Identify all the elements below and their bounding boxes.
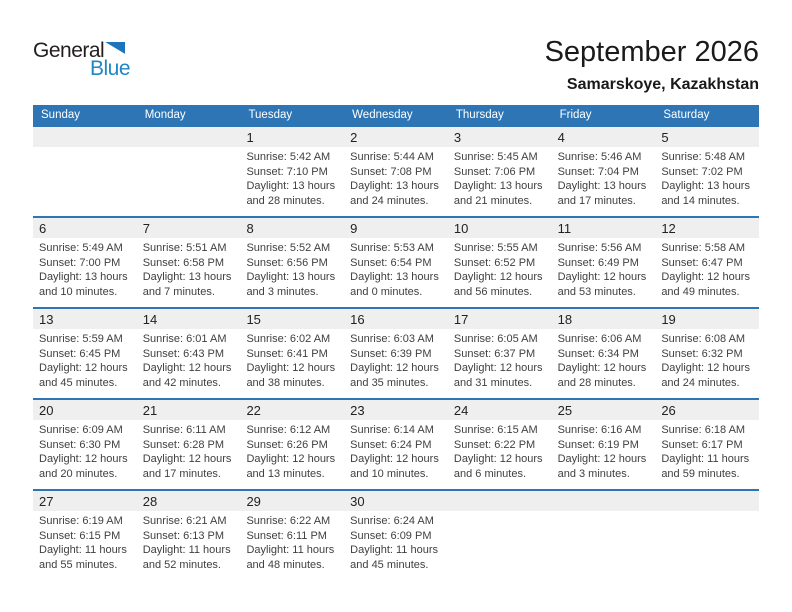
sunset-text: Sunset: 6:22 PM xyxy=(453,438,536,451)
day-number: 24 xyxy=(448,400,552,420)
day-cell-13 xyxy=(33,309,137,398)
day-number: 9 xyxy=(344,218,448,238)
day-number: 28 xyxy=(137,491,241,511)
sunset-text: Sunset: 7:02 PM xyxy=(661,165,743,178)
sunset-text: Sunset: 7:10 PM xyxy=(246,165,328,178)
daylight-text: Daylight: 13 hours and 3 minutes. xyxy=(246,271,336,298)
sunset-text: Sunset: 6:28 PM xyxy=(142,438,225,451)
week-row-3 xyxy=(33,307,759,398)
daylight-text: Daylight: 12 hours and 56 minutes. xyxy=(453,271,543,298)
daylight-text: Daylight: 12 hours and 20 minutes. xyxy=(39,453,128,480)
daylight-text: Daylight: 12 hours and 10 minutes. xyxy=(350,453,439,480)
sunrise-text: Sunrise: 6:19 AM xyxy=(39,515,123,527)
daylight-text: Daylight: 13 hours and 28 minutes. xyxy=(246,180,336,207)
sunrise-text: Sunrise: 6:15 AM xyxy=(453,424,538,436)
empty-day-cell xyxy=(137,127,241,216)
daylight-text: Daylight: 12 hours and 31 minutes. xyxy=(453,362,543,389)
sunset-text: Sunset: 7:08 PM xyxy=(350,165,432,178)
sunset-text: Sunset: 6:47 PM xyxy=(661,256,743,269)
weekday-friday: Friday xyxy=(559,109,592,121)
sunrise-text: Sunrise: 5:42 AM xyxy=(246,151,331,163)
sunset-text: Sunset: 6:30 PM xyxy=(39,438,121,451)
sunrise-text: Sunrise: 6:09 AM xyxy=(39,424,123,436)
logo-text-general: General xyxy=(33,39,105,62)
daylight-text: Daylight: 13 hours and 24 minutes. xyxy=(350,180,439,207)
day-cell-5 xyxy=(655,127,759,216)
sunrise-text: Sunrise: 5:44 AM xyxy=(350,151,434,163)
day-cell-9 xyxy=(344,218,448,307)
daylight-text: Daylight: 11 hours and 52 minutes. xyxy=(142,544,231,571)
weekday-sunday: Sunday xyxy=(41,109,81,121)
day-number xyxy=(448,491,552,511)
daylight-text: Daylight: 13 hours and 21 minutes. xyxy=(453,180,543,207)
sunset-text: Sunset: 6:45 PM xyxy=(39,347,121,360)
sunrise-text: Sunrise: 6:01 AM xyxy=(142,333,227,345)
weekday-header-row xyxy=(33,105,759,125)
week-row-5 xyxy=(33,489,759,580)
day-cell-21 xyxy=(137,400,241,489)
sunrise-text: Sunrise: 6:16 AM xyxy=(557,424,642,436)
daylight-text: Daylight: 12 hours and 6 minutes. xyxy=(453,453,543,480)
sunrise-text: Sunrise: 6:22 AM xyxy=(246,515,331,527)
day-cell-22 xyxy=(240,400,344,489)
day-cell-17 xyxy=(448,309,552,398)
sunrise-text: Sunrise: 5:59 AM xyxy=(39,333,123,345)
day-number: 18 xyxy=(552,309,656,329)
sunrise-text: Sunrise: 5:53 AM xyxy=(350,242,434,254)
sunrise-text: Sunrise: 6:05 AM xyxy=(453,333,538,345)
week-row-4 xyxy=(33,398,759,489)
weekday-thursday: Thursday xyxy=(455,109,504,121)
sunrise-text: Sunrise: 5:51 AM xyxy=(142,242,227,254)
sunrise-text: Sunrise: 6:08 AM xyxy=(661,333,746,345)
daylight-text: Daylight: 12 hours and 13 minutes. xyxy=(246,453,336,480)
sunset-text: Sunset: 6:26 PM xyxy=(246,438,328,451)
sunrise-text: Sunrise: 6:24 AM xyxy=(350,515,434,527)
sunset-text: Sunset: 6:34 PM xyxy=(557,347,639,360)
day-number xyxy=(137,127,241,147)
empty-day-cell xyxy=(655,491,759,580)
day-cell-1 xyxy=(240,127,344,216)
week-row-2 xyxy=(33,216,759,307)
sunset-text: Sunset: 6:43 PM xyxy=(142,347,225,360)
day-number: 23 xyxy=(344,400,448,420)
sunset-text: Sunset: 6:58 PM xyxy=(142,256,225,269)
day-cell-28 xyxy=(137,491,241,580)
day-number xyxy=(552,491,656,511)
day-number: 21 xyxy=(137,400,241,420)
day-number: 5 xyxy=(655,127,759,147)
sunrise-text: Sunrise: 6:18 AM xyxy=(661,424,746,436)
day-number: 30 xyxy=(344,491,448,511)
calendar-table xyxy=(33,105,759,580)
day-cell-16 xyxy=(344,309,448,398)
day-number xyxy=(655,491,759,511)
sunrise-text: Sunrise: 6:11 AM xyxy=(142,424,226,436)
day-number: 29 xyxy=(240,491,344,511)
day-number: 1 xyxy=(240,127,344,147)
daylight-text: Daylight: 13 hours and 7 minutes. xyxy=(142,271,232,298)
daylight-text: Daylight: 12 hours and 28 minutes. xyxy=(557,362,647,389)
sunset-text: Sunset: 6:54 PM xyxy=(350,256,432,269)
daylight-text: Daylight: 12 hours and 17 minutes. xyxy=(142,453,232,480)
day-number: 14 xyxy=(137,309,241,329)
sunset-text: Sunset: 7:04 PM xyxy=(557,165,639,178)
day-number: 27 xyxy=(33,491,137,511)
sunset-text: Sunset: 7:06 PM xyxy=(453,165,536,178)
day-cell-7 xyxy=(137,218,241,307)
day-number: 22 xyxy=(240,400,344,420)
daylight-text: Daylight: 12 hours and 38 minutes. xyxy=(246,362,336,389)
sunset-text: Sunset: 6:19 PM xyxy=(557,438,639,451)
daylight-text: Daylight: 12 hours and 45 minutes. xyxy=(39,362,128,389)
day-number: 8 xyxy=(240,218,344,238)
day-number: 12 xyxy=(655,218,759,238)
day-cell-3 xyxy=(448,127,552,216)
day-number: 15 xyxy=(240,309,344,329)
day-number: 17 xyxy=(448,309,552,329)
daylight-text: Daylight: 12 hours and 42 minutes. xyxy=(142,362,232,389)
day-cell-19 xyxy=(655,309,759,398)
sunset-text: Sunset: 6:13 PM xyxy=(142,529,225,542)
sunset-text: Sunset: 6:09 PM xyxy=(350,529,432,542)
day-number: 11 xyxy=(552,218,656,238)
day-cell-25 xyxy=(552,400,656,489)
day-cell-29 xyxy=(240,491,344,580)
sunset-text: Sunset: 6:39 PM xyxy=(350,347,432,360)
sunrise-text: Sunrise: 5:56 AM xyxy=(557,242,642,254)
day-number: 3 xyxy=(448,127,552,147)
daylight-text: Daylight: 12 hours and 24 minutes. xyxy=(661,362,750,389)
daylight-text: Daylight: 13 hours and 0 minutes. xyxy=(350,271,439,298)
sunrise-text: Sunrise: 5:58 AM xyxy=(661,242,746,254)
daylight-text: Daylight: 13 hours and 10 minutes. xyxy=(39,271,128,298)
day-cell-30 xyxy=(344,491,448,580)
sunset-text: Sunset: 6:37 PM xyxy=(453,347,536,360)
day-number: 4 xyxy=(552,127,656,147)
day-cell-18 xyxy=(552,309,656,398)
day-cell-20 xyxy=(33,400,137,489)
day-number: 26 xyxy=(655,400,759,420)
daylight-text: Daylight: 12 hours and 3 minutes. xyxy=(557,453,647,480)
day-cell-14 xyxy=(137,309,241,398)
daylight-text: Daylight: 11 hours and 45 minutes. xyxy=(350,544,439,571)
weekday-monday: Monday xyxy=(144,109,186,121)
day-number: 16 xyxy=(344,309,448,329)
title-block xyxy=(545,36,759,94)
day-number: 2 xyxy=(344,127,448,147)
day-cell-11 xyxy=(552,218,656,307)
day-number: 20 xyxy=(33,400,137,420)
empty-day-cell xyxy=(552,491,656,580)
weeks-container xyxy=(33,125,759,580)
day-cell-26 xyxy=(655,400,759,489)
empty-day-cell xyxy=(448,491,552,580)
day-number: 7 xyxy=(137,218,241,238)
sunrise-text: Sunrise: 5:46 AM xyxy=(557,151,642,163)
month-title: September 2026 xyxy=(544,36,759,68)
sunrise-text: Sunrise: 5:48 AM xyxy=(661,151,746,163)
daylight-text: Daylight: 11 hours and 55 minutes. xyxy=(39,544,127,571)
weekday-wednesday: Wednesday xyxy=(352,109,413,121)
day-number: 13 xyxy=(33,309,137,329)
daylight-text: Daylight: 11 hours and 48 minutes. xyxy=(246,544,335,571)
logo-triangle-icon xyxy=(105,42,125,54)
sunrise-text: Sunrise: 5:45 AM xyxy=(453,151,538,163)
daylight-text: Daylight: 12 hours and 53 minutes. xyxy=(557,271,647,298)
daylight-text: Daylight: 11 hours and 59 minutes. xyxy=(661,453,750,480)
sunset-text: Sunset: 6:17 PM xyxy=(661,438,743,451)
sunset-text: Sunset: 6:41 PM xyxy=(246,347,328,360)
daylight-text: Daylight: 12 hours and 35 minutes. xyxy=(350,362,439,389)
sunset-text: Sunset: 6:56 PM xyxy=(246,256,328,269)
sunset-text: Sunset: 6:15 PM xyxy=(39,529,121,542)
day-number: 10 xyxy=(448,218,552,238)
location-subtitle: Samarskoye, Kazakhstan xyxy=(566,76,759,94)
logo-text-blue: Blue xyxy=(90,57,131,80)
day-cell-24 xyxy=(448,400,552,489)
sunset-text: Sunset: 6:32 PM xyxy=(661,347,743,360)
sunrise-text: Sunrise: 6:12 AM xyxy=(246,424,331,436)
sunrise-text: Sunrise: 6:02 AM xyxy=(246,333,331,345)
weekday-tuesday: Tuesday xyxy=(248,109,293,121)
daylight-text: Daylight: 13 hours and 17 minutes. xyxy=(557,180,647,207)
day-cell-2 xyxy=(344,127,448,216)
sunrise-text: Sunrise: 5:49 AM xyxy=(39,242,123,254)
day-cell-12 xyxy=(655,218,759,307)
day-number xyxy=(33,127,137,147)
empty-day-cell xyxy=(33,127,137,216)
day-cell-15 xyxy=(240,309,344,398)
daylight-text: Daylight: 13 hours and 14 minutes. xyxy=(661,180,750,207)
daylight-text: Daylight: 12 hours and 49 minutes. xyxy=(661,271,750,298)
day-cell-10 xyxy=(448,218,552,307)
day-cell-23 xyxy=(344,400,448,489)
sunset-text: Sunset: 7:00 PM xyxy=(39,256,121,269)
sunset-text: Sunset: 6:49 PM xyxy=(557,256,639,269)
sunrise-text: Sunrise: 6:03 AM xyxy=(350,333,434,345)
sunset-text: Sunset: 6:52 PM xyxy=(453,256,536,269)
day-number: 6 xyxy=(33,218,137,238)
day-number: 25 xyxy=(552,400,656,420)
sunrise-text: Sunrise: 5:52 AM xyxy=(246,242,331,254)
day-cell-27 xyxy=(33,491,137,580)
sunrise-text: Sunrise: 6:06 AM xyxy=(557,333,642,345)
sunrise-text: Sunrise: 6:21 AM xyxy=(142,515,227,527)
day-cell-6 xyxy=(33,218,137,307)
sunset-text: Sunset: 6:11 PM xyxy=(246,529,327,542)
weekday-saturday: Saturday xyxy=(663,109,710,121)
sunrise-text: Sunrise: 5:55 AM xyxy=(453,242,538,254)
sunset-text: Sunset: 6:24 PM xyxy=(350,438,432,451)
week-row-1 xyxy=(33,125,759,216)
day-cell-8 xyxy=(240,218,344,307)
general-blue-logo xyxy=(33,40,130,79)
sunrise-text: Sunrise: 6:14 AM xyxy=(350,424,434,436)
day-number: 19 xyxy=(655,309,759,329)
day-cell-4 xyxy=(552,127,656,216)
